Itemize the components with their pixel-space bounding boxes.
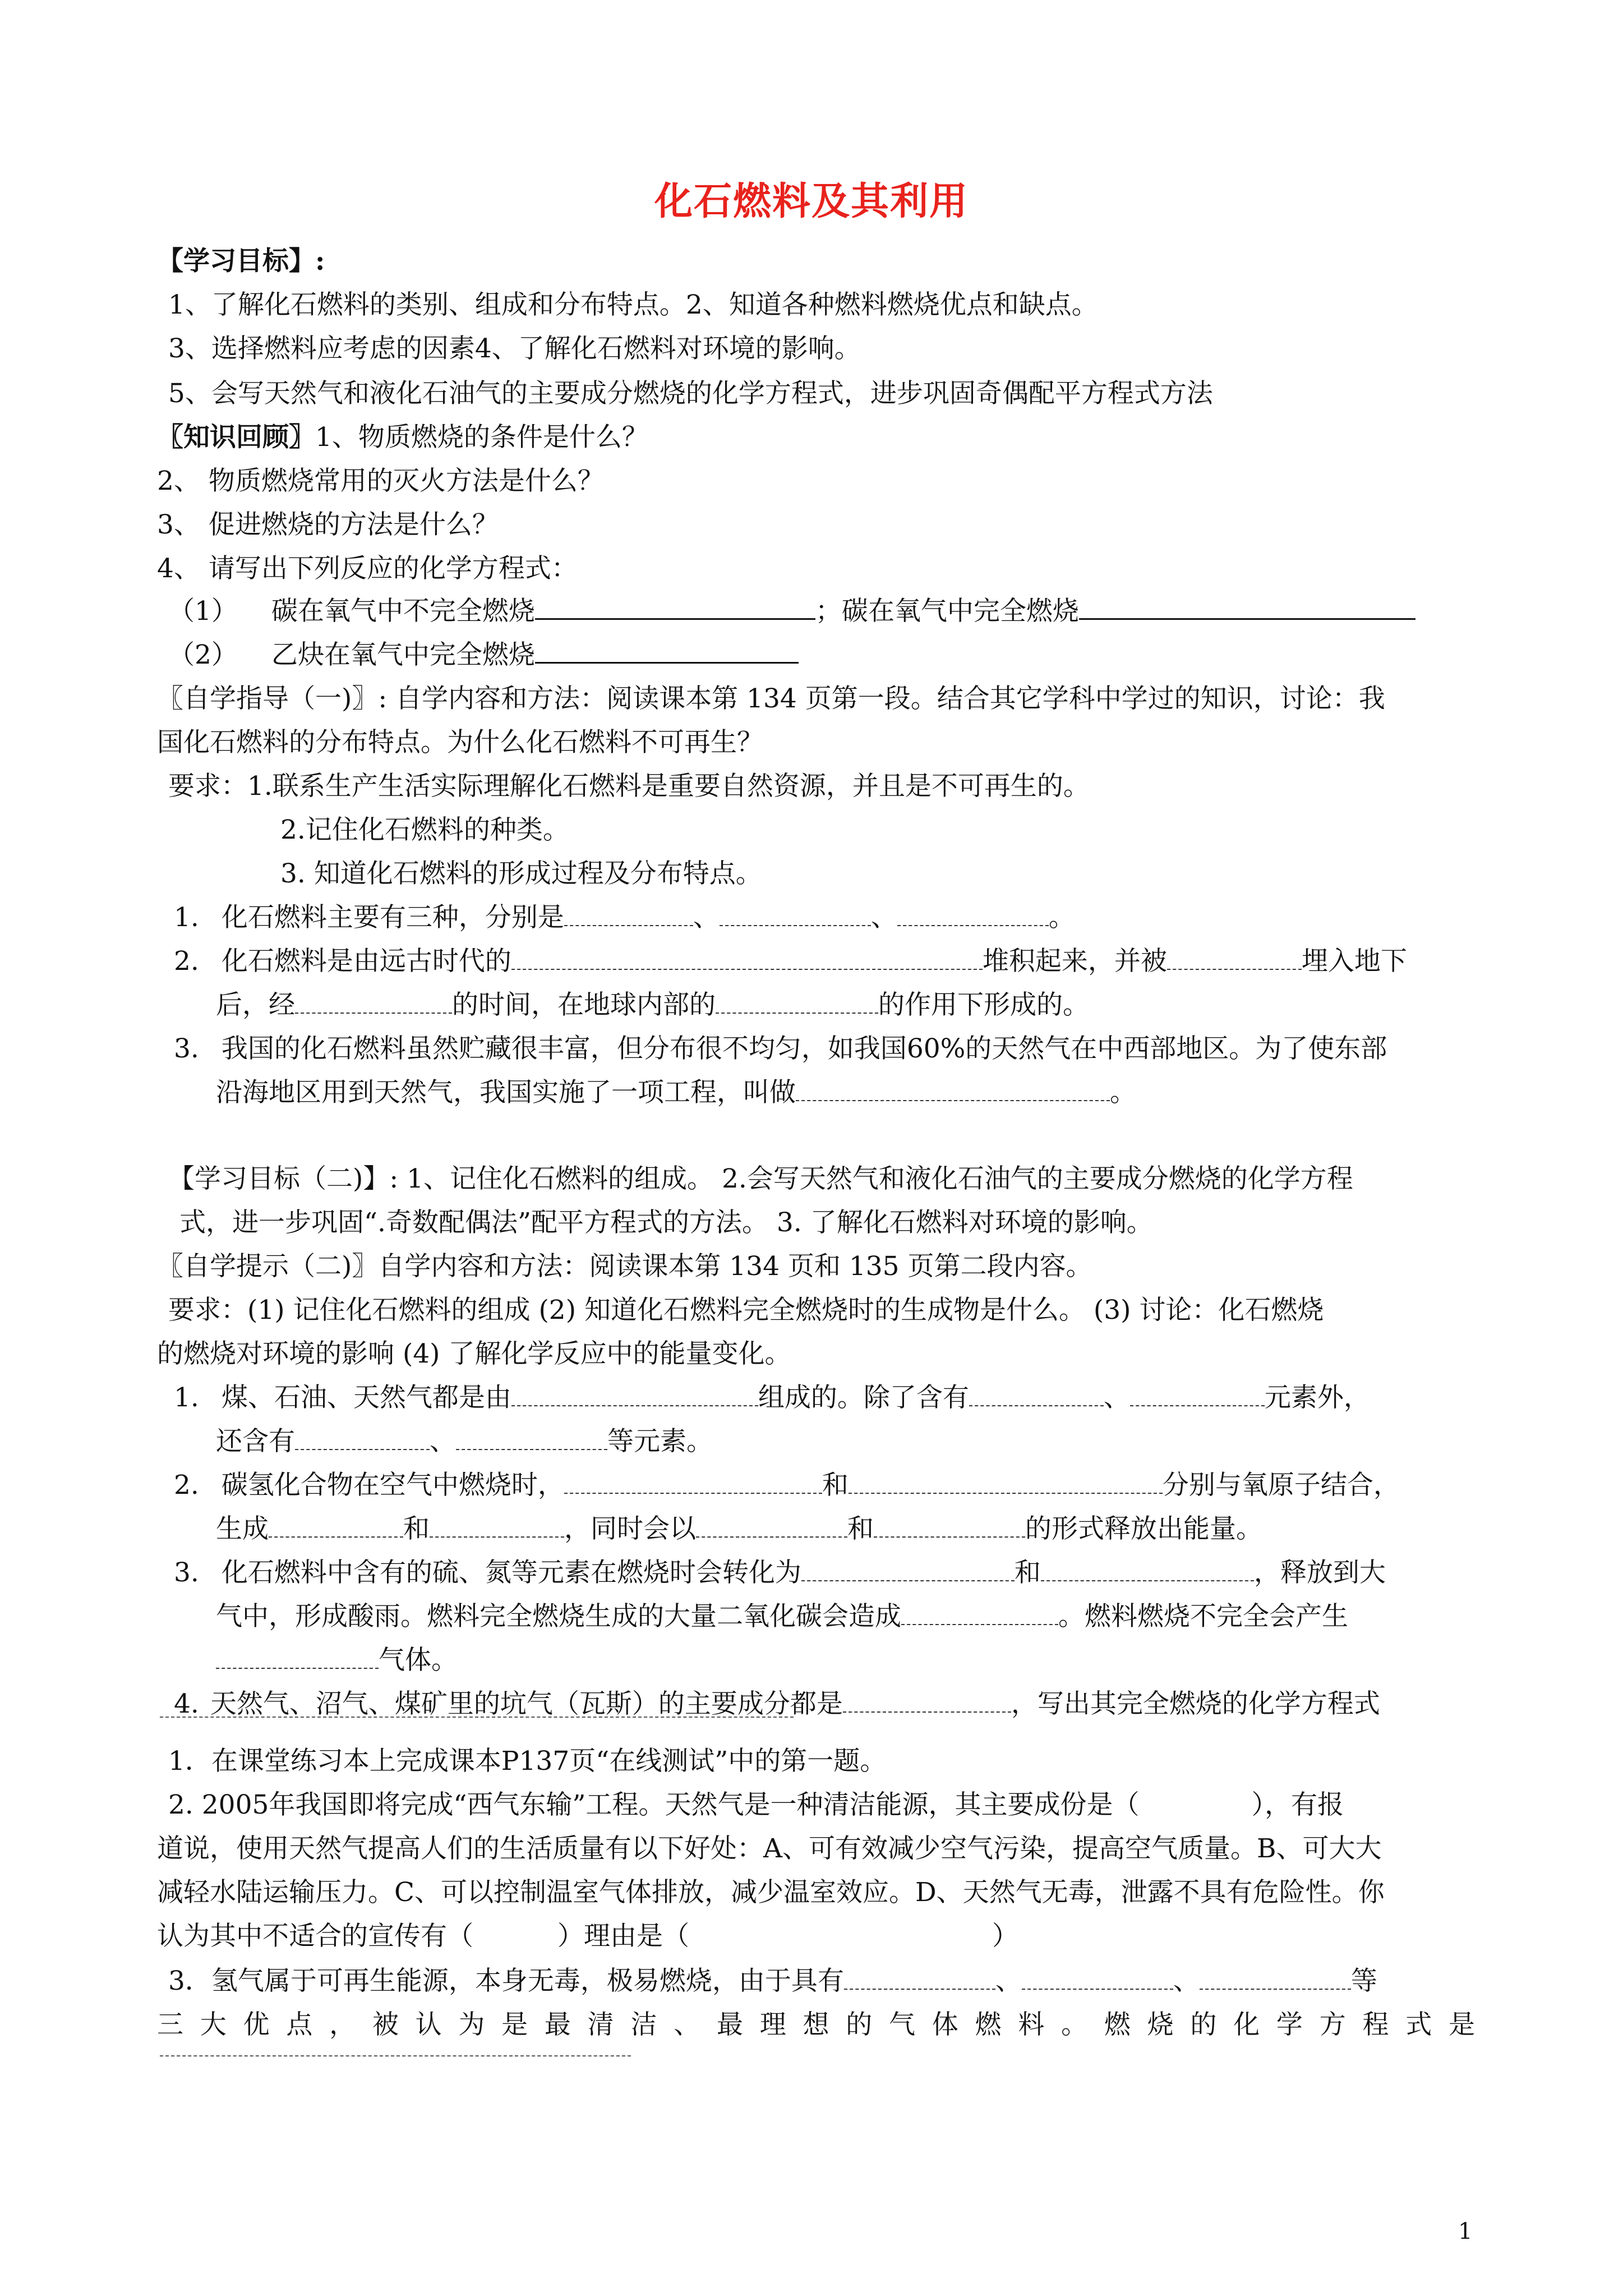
answer-blank[interactable]: [801, 1556, 1015, 1581]
fill-item-continued: 沿海地区用到天然气，我国实施了一项工程，叫做 。: [216, 1075, 1136, 1111]
equation-row: （1） 碳在氧气中不完全燃烧 ；碳在氧气中完全燃烧: [168, 593, 1415, 629]
requirement-line: 的燃烧对环境的影响 (4) 了解化学反应中的能量变化。: [157, 1338, 791, 1369]
answer-blank[interactable]: [849, 1468, 1163, 1494]
practice-line: 道说，使用天然气提高人们的生活质量有以下好处：A、可有效减少空气污染，提高空气质量。B、可大大: [157, 1833, 1382, 1864]
fill-item: 1. 煤、石油、天然气都是由 组成的。除了含有 、 元素外，: [174, 1380, 1370, 1416]
practice-line: 认为其中不适合的宣传有（ ）理由是（ ）: [157, 1921, 1018, 1952]
fill-item-continued: 还含有 、 等元素。: [216, 1424, 713, 1460]
review-q4: 4、 请写出下列反应的化学方程式：: [157, 553, 578, 584]
page-title: 化石燃料及其利用: [654, 179, 969, 224]
answer-blank[interactable]: [1200, 1964, 1351, 1990]
answer-blank[interactable]: [535, 593, 815, 620]
answer-blank[interactable]: [897, 900, 1049, 926]
answer-line[interactable]: [160, 2055, 631, 2056]
fill-item-continued: 生成 和 ，同时会以 和 的形式释放出能量。: [216, 1511, 1262, 1547]
answer-blank[interactable]: [1079, 593, 1415, 620]
requirement-line: 要求：1.联系生产生活实际理解化石燃料是重要自然资源，并且是不可再生的。: [168, 771, 1090, 802]
answer-blank[interactable]: [716, 988, 878, 1014]
review-q1: 1、物质燃烧的条件是什么？: [315, 422, 648, 453]
answer-blank[interactable]: [295, 988, 452, 1014]
guide-line: 国化石燃料的分布特点。为什么化石燃料不可再生？: [157, 727, 763, 758]
practice-item: 1．在课堂练习本上完成课本P137页“在线测试”中的第一题。: [168, 1746, 887, 1777]
answer-blank[interactable]: [796, 1075, 1110, 1101]
fill-item-continued: 气体。: [216, 1642, 458, 1678]
practice-item: 3．氢气属于可再生能源，本身无毒，极易燃烧，由于具有 、 、 等: [168, 1963, 1377, 1999]
requirement-line: 2.记住化石燃料的种类。: [280, 815, 569, 845]
fill-item: 3. 化石燃料中含有的硫、氮等元素在燃烧时会转化为 和 ，释放到大: [174, 1555, 1386, 1591]
answer-blank[interactable]: [511, 944, 983, 970]
practice-line: 三 大 优 点 ， 被 认 为 是 最 清 洁 、 最 理 想 的 气 体 燃 料 。 燃 烧 的 化 学 方 程 式 是: [157, 2009, 1475, 2040]
goals-header: 【学习目标】:: [157, 246, 325, 277]
answer-blank[interactable]: [564, 900, 693, 926]
answer-blank[interactable]: [564, 1468, 822, 1494]
requirement-line: 3. 知道化石燃料的形成过程及分布特点。: [280, 858, 762, 889]
review-q2: 2、 物质燃烧常用的灭火方法是什么？: [157, 466, 604, 496]
practice-line: 减轻水陆运输压力。C、可以控制温室气体排放，减少温室效应。D、天然气无毒，泄露不具有危险性。你: [157, 1877, 1385, 1908]
answer-blank[interactable]: [456, 1424, 607, 1450]
answer-blank[interactable]: [720, 900, 871, 926]
review-header: 〖知识回顾〗: [157, 422, 315, 453]
item-number: （1）: [168, 596, 238, 627]
answer-blank[interactable]: [269, 1512, 403, 1538]
equation-label: 乙炔在氧气中完全燃烧: [271, 639, 535, 670]
review-line: [157, 420, 648, 455]
answer-blank[interactable]: [1041, 1556, 1254, 1581]
goal-line: 式，进一步巩固“.奇数配偶法”配平方程式的方法。 3. 了解化石燃料对环境的影响。: [179, 1207, 1153, 1238]
page-number: 1: [1458, 2219, 1473, 2244]
answer-blank[interactable]: [696, 1512, 847, 1538]
answer-blank[interactable]: [295, 1424, 430, 1450]
fill-item: 4. 天然气、沼气、煤矿里的坑气（瓦斯）的主要成分都是 ，写出其完全燃烧的化学方程式: [174, 1686, 1380, 1722]
practice-item: 2. 2005年我国即将完成“西气东输”工程。天然气是一种清洁能源，其主要成份是（ ），有报: [168, 1789, 1344, 1820]
fill-item: 3. 我国的化石燃料虽然贮藏很丰富，但分布很不均匀，如我国60%的天然气在中西部地区。为了使东部: [174, 1033, 1387, 1064]
requirement-line: 要求：(1) 记住化石燃料的组成 (2) 知道化石燃料完全燃烧时的生成物是什么。 (3) 讨论：化石燃烧: [168, 1295, 1324, 1326]
equation-row: [168, 637, 799, 673]
answer-blank[interactable]: [430, 1512, 564, 1538]
review-q3: 3、 促进燃烧的方法是什么？: [157, 509, 499, 540]
goal-line: 3、选择燃料应考虑的因素4、了解化石燃料对环境的影响。: [168, 333, 861, 364]
fill-item-continued: 后，经 的时间，在地球内部的 的作用下形成的。: [216, 987, 1089, 1023]
fill-item: 1. 化石燃料主要有三种，分别是 、 、 。: [174, 900, 1075, 936]
guide-line: 〖自学提示（二)〗自学内容和方法：阅读课本第 134 页和 135 页第二段内容。: [157, 1251, 1092, 1282]
answer-blank[interactable]: [844, 1964, 995, 1990]
answer-blank[interactable]: [535, 637, 799, 664]
item-number: （2）: [168, 639, 238, 670]
answer-blank[interactable]: [1022, 1964, 1173, 1990]
goal-line: 1、了解化石燃料的类别、组成和分布特点。2、知道各种燃料燃烧优点和缺点。: [168, 289, 1098, 320]
answer-blank[interactable]: [843, 1687, 1011, 1713]
answer-blank[interactable]: [1130, 1381, 1265, 1406]
equation-label: 碳在氧气中完全燃烧: [841, 596, 1079, 627]
answer-line[interactable]: [160, 1717, 794, 1718]
answer-blank[interactable]: [901, 1599, 1058, 1625]
fill-item: 2. 化石燃料是由远古时代的 堆积起来，并被 埋入地下: [174, 944, 1407, 979]
goal-line: 5、会写天然气和液化石油气的主要成分燃烧的化学方程式，进步巩固奇偶配平方程式方法: [168, 378, 1213, 409]
goal-line: 【学习目标（二)】: 1、记住化石燃料的组成。 2.会写天然气和液化石油气的主要成分燃烧的化学方程: [168, 1163, 1353, 1194]
answer-blank[interactable]: [969, 1381, 1104, 1406]
fill-item-continued: 气中，形成酸雨。燃料完全燃烧生成的大量二氧化碳会造成 。燃料燃烧不完全会产生: [216, 1599, 1348, 1635]
equation-label: 碳在氧气中不完全燃烧: [271, 596, 535, 627]
fill-item: 2. 碳氢化合物在空气中燃烧时， 和 分别与氧原子结合，: [174, 1467, 1400, 1503]
answer-blank[interactable]: [874, 1512, 1025, 1538]
answer-blank[interactable]: [1167, 944, 1302, 970]
answer-blank[interactable]: [216, 1643, 379, 1669]
guide-line: 〖自学指导（一)〗: 自学内容和方法：阅读课本第 134 页第一段。结合其它学科中学过的知识，讨论：我: [157, 683, 1385, 714]
answer-blank[interactable]: [511, 1381, 758, 1406]
